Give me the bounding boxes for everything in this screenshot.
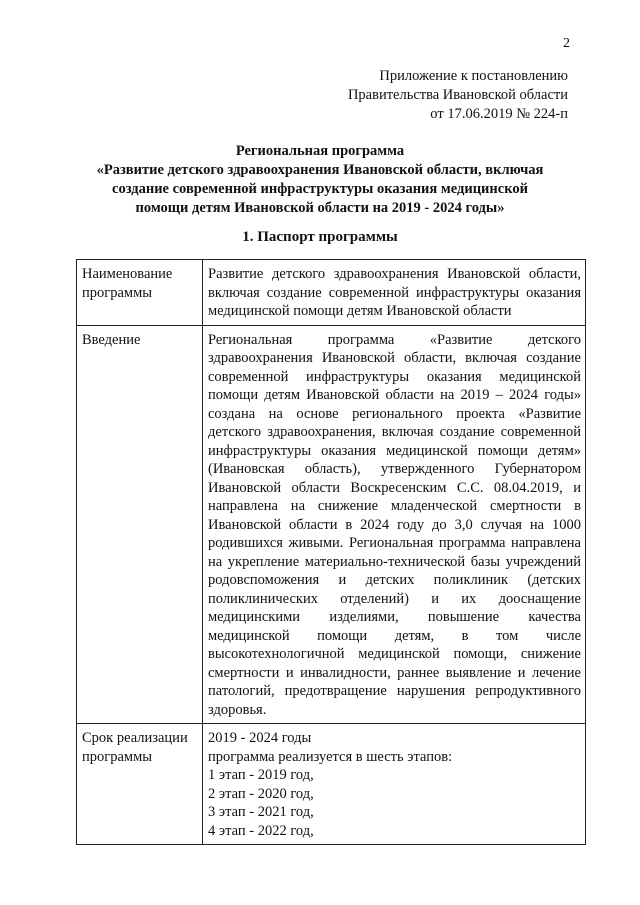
title-line: «Развитие детского здравоохранения Ивановской области, включая xyxy=(96,162,544,178)
section-heading: 1. Паспорт программы xyxy=(242,229,398,245)
page-number: 2 xyxy=(563,36,570,51)
appendix-line: Приложение к постановлению xyxy=(379,68,568,84)
term-line: 4 этап - 2022 год, xyxy=(208,822,314,839)
term-line: 2 этап - 2020 год, xyxy=(208,785,314,802)
table-row xyxy=(77,260,586,326)
program-title xyxy=(60,142,580,218)
row-value: Региональная программа «Развитие детского здравоохранения Ивановской области, включая создание современной инфраструктуры оказания медицинской помощи детям Ивановской области на 2019 – 2024 годы» создана на основе регионального проекта «Развитие детского здравоохранения, включая создание современной инфраструктуры оказания медицинской помощи детям» (Ивановская область), утвержденного Губернатором Ивановской области Воскресенским С.С. 08.04.2019, и направлена на снижение младенческой смертности в Ивановской области в 2024 году до 3,0 случая на 1000 родившихся живыми. Региональная программа направлена на укрепление материально-технической базы учреждений родовспоможения и детских поликлиник (детских поликлинических отделений) и их дооснащение медицинскими изделиями, повышение качества медицинской помощи детям, в том числе высокотехнологичной медицинской помощи, снижение смертности и инвалидности, раннее выявление и лечение патологий, предотвращение нарушения репродуктивного здоровья. xyxy=(203,325,586,724)
appendix-header xyxy=(348,67,568,124)
table-row xyxy=(77,724,586,845)
appendix-line: Правительства Ивановской области xyxy=(347,87,568,103)
row-label: Наименование программы xyxy=(77,260,203,326)
title-line: Региональная программа xyxy=(235,143,405,159)
passport-table xyxy=(76,259,586,845)
title-line: помощи детям Ивановской области на 2019 - 2024 годы» xyxy=(135,200,505,216)
row-label: Срок реализации программы xyxy=(77,724,203,845)
term-line: 1 этап - 2019 год, xyxy=(208,767,314,783)
row-value xyxy=(203,724,586,845)
title-line: создание современной инфраструктуры оказания медицинской xyxy=(112,181,528,197)
row-value: Развитие детского здравоохранения Ивановской области, включая создание современной инфраструктуры оказания медицинской помощи детям Ивановской области xyxy=(203,260,586,326)
appendix-line: от 17.06.2019 № 224-п xyxy=(430,106,568,122)
term-line: 2019 - 2024 годы xyxy=(208,730,312,746)
row-label: Введение xyxy=(77,325,203,724)
term-line: программа реализуется в шесть этапов: xyxy=(208,748,453,765)
table-row xyxy=(77,325,586,724)
term-line: 3 этап - 2021 год, xyxy=(208,804,314,820)
